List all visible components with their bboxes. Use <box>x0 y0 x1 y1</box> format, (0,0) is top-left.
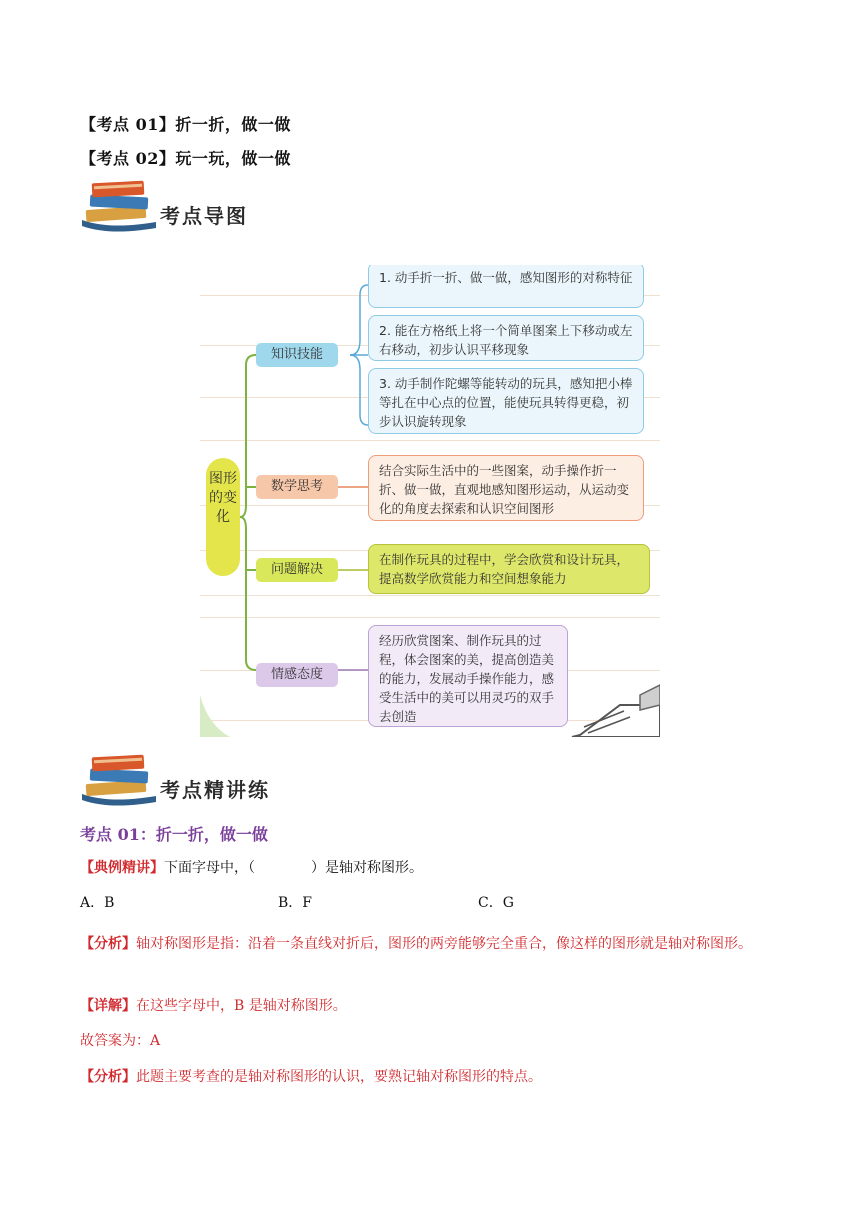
topic-prefix: 【考点 01】 <box>80 115 176 134</box>
mind-map <box>200 265 660 737</box>
books-icon <box>80 752 158 810</box>
banner-title: 考点精讲练 <box>160 778 270 802</box>
summary-tag: 【分析】 <box>80 1069 136 1085</box>
branch-math-thinking: 数学思考 <box>256 475 338 499</box>
summary-text: 此题主要考查的是轴对称图形的认识，要熟记轴对称图形的特点。 <box>136 1069 542 1085</box>
analysis-paragraph <box>80 928 780 960</box>
banner-title: 考点导图 <box>160 204 248 228</box>
option-a: A．B <box>80 895 115 911</box>
option-c: C．G <box>478 895 514 911</box>
leaf-problem-solving: 在制作玩具的过程中，学会欣赏和设计玩具，提高数学欣赏能力和空间想象能力 <box>368 544 650 594</box>
question-text: 下面字母中，（ ）是轴对称图形。 <box>164 860 423 876</box>
books-icon <box>80 178 158 236</box>
example-question <box>80 858 423 878</box>
topic-01 <box>80 112 291 135</box>
leaf-knowledge-1: 1. 动手折一折、做一做，感知图形的对称特征 <box>368 265 644 308</box>
toy-decoration-icon <box>572 685 660 737</box>
topic-text: 玩一玩，做一做 <box>175 149 291 168</box>
topic-02 <box>80 146 291 169</box>
branch-attitude: 情感态度 <box>256 663 338 687</box>
detail-paragraph <box>80 996 347 1016</box>
leaf-knowledge-3: 3. 动手制作陀螺等能转动的玩具，感知把小棒等扎在中心点的位置，能使玩具转得更稳，初步认识旋转现象 <box>368 368 644 434</box>
topic-prefix: 【考点 02】 <box>80 149 176 168</box>
analysis-text: 轴对称图形是指：沿着一条直线对折后，图形的两旁能够完全重合，像这样的图形就是轴对称图形。 <box>136 936 752 952</box>
summary-paragraph <box>80 1067 542 1087</box>
analysis-tag: 【分析】 <box>80 936 136 952</box>
leaf-knowledge-2: 2. 能在方格纸上将一个简单图案上下移动或左右移动，初步认识平移现象 <box>368 315 644 361</box>
section-heading: 考点 01：折一折，做一做 <box>80 825 268 844</box>
example-tag: 【典例精讲】 <box>80 860 164 876</box>
branch-knowledge-skills: 知识技能 <box>256 343 338 367</box>
mindmap-banner <box>80 178 300 236</box>
topic-text: 折一折，做一做 <box>175 115 291 134</box>
detail-text: 在这些字母中，B 是轴对称图形。 <box>136 998 347 1014</box>
mindmap-root: 图形的变化 <box>206 458 240 576</box>
option-b: B．F <box>278 895 313 911</box>
answer-line: 故答案为：A <box>80 1033 161 1049</box>
leaf-math-thinking: 结合实际生活中的一些图案，动手操作折一折、做一做，直观地感知图形运动，从运动变化的角度去探索和认识空间图形 <box>368 455 644 521</box>
practice-banner <box>80 752 300 810</box>
leaf-attitude: 经历欣赏图案、制作玩具的过程，体会图案的美，提高创造美的能力，发展动手操作能力，感受生活中的美可以用灵巧的双手去创造 <box>368 625 568 727</box>
detail-tag: 【详解】 <box>80 998 136 1014</box>
branch-problem-solving: 问题解决 <box>256 558 338 582</box>
